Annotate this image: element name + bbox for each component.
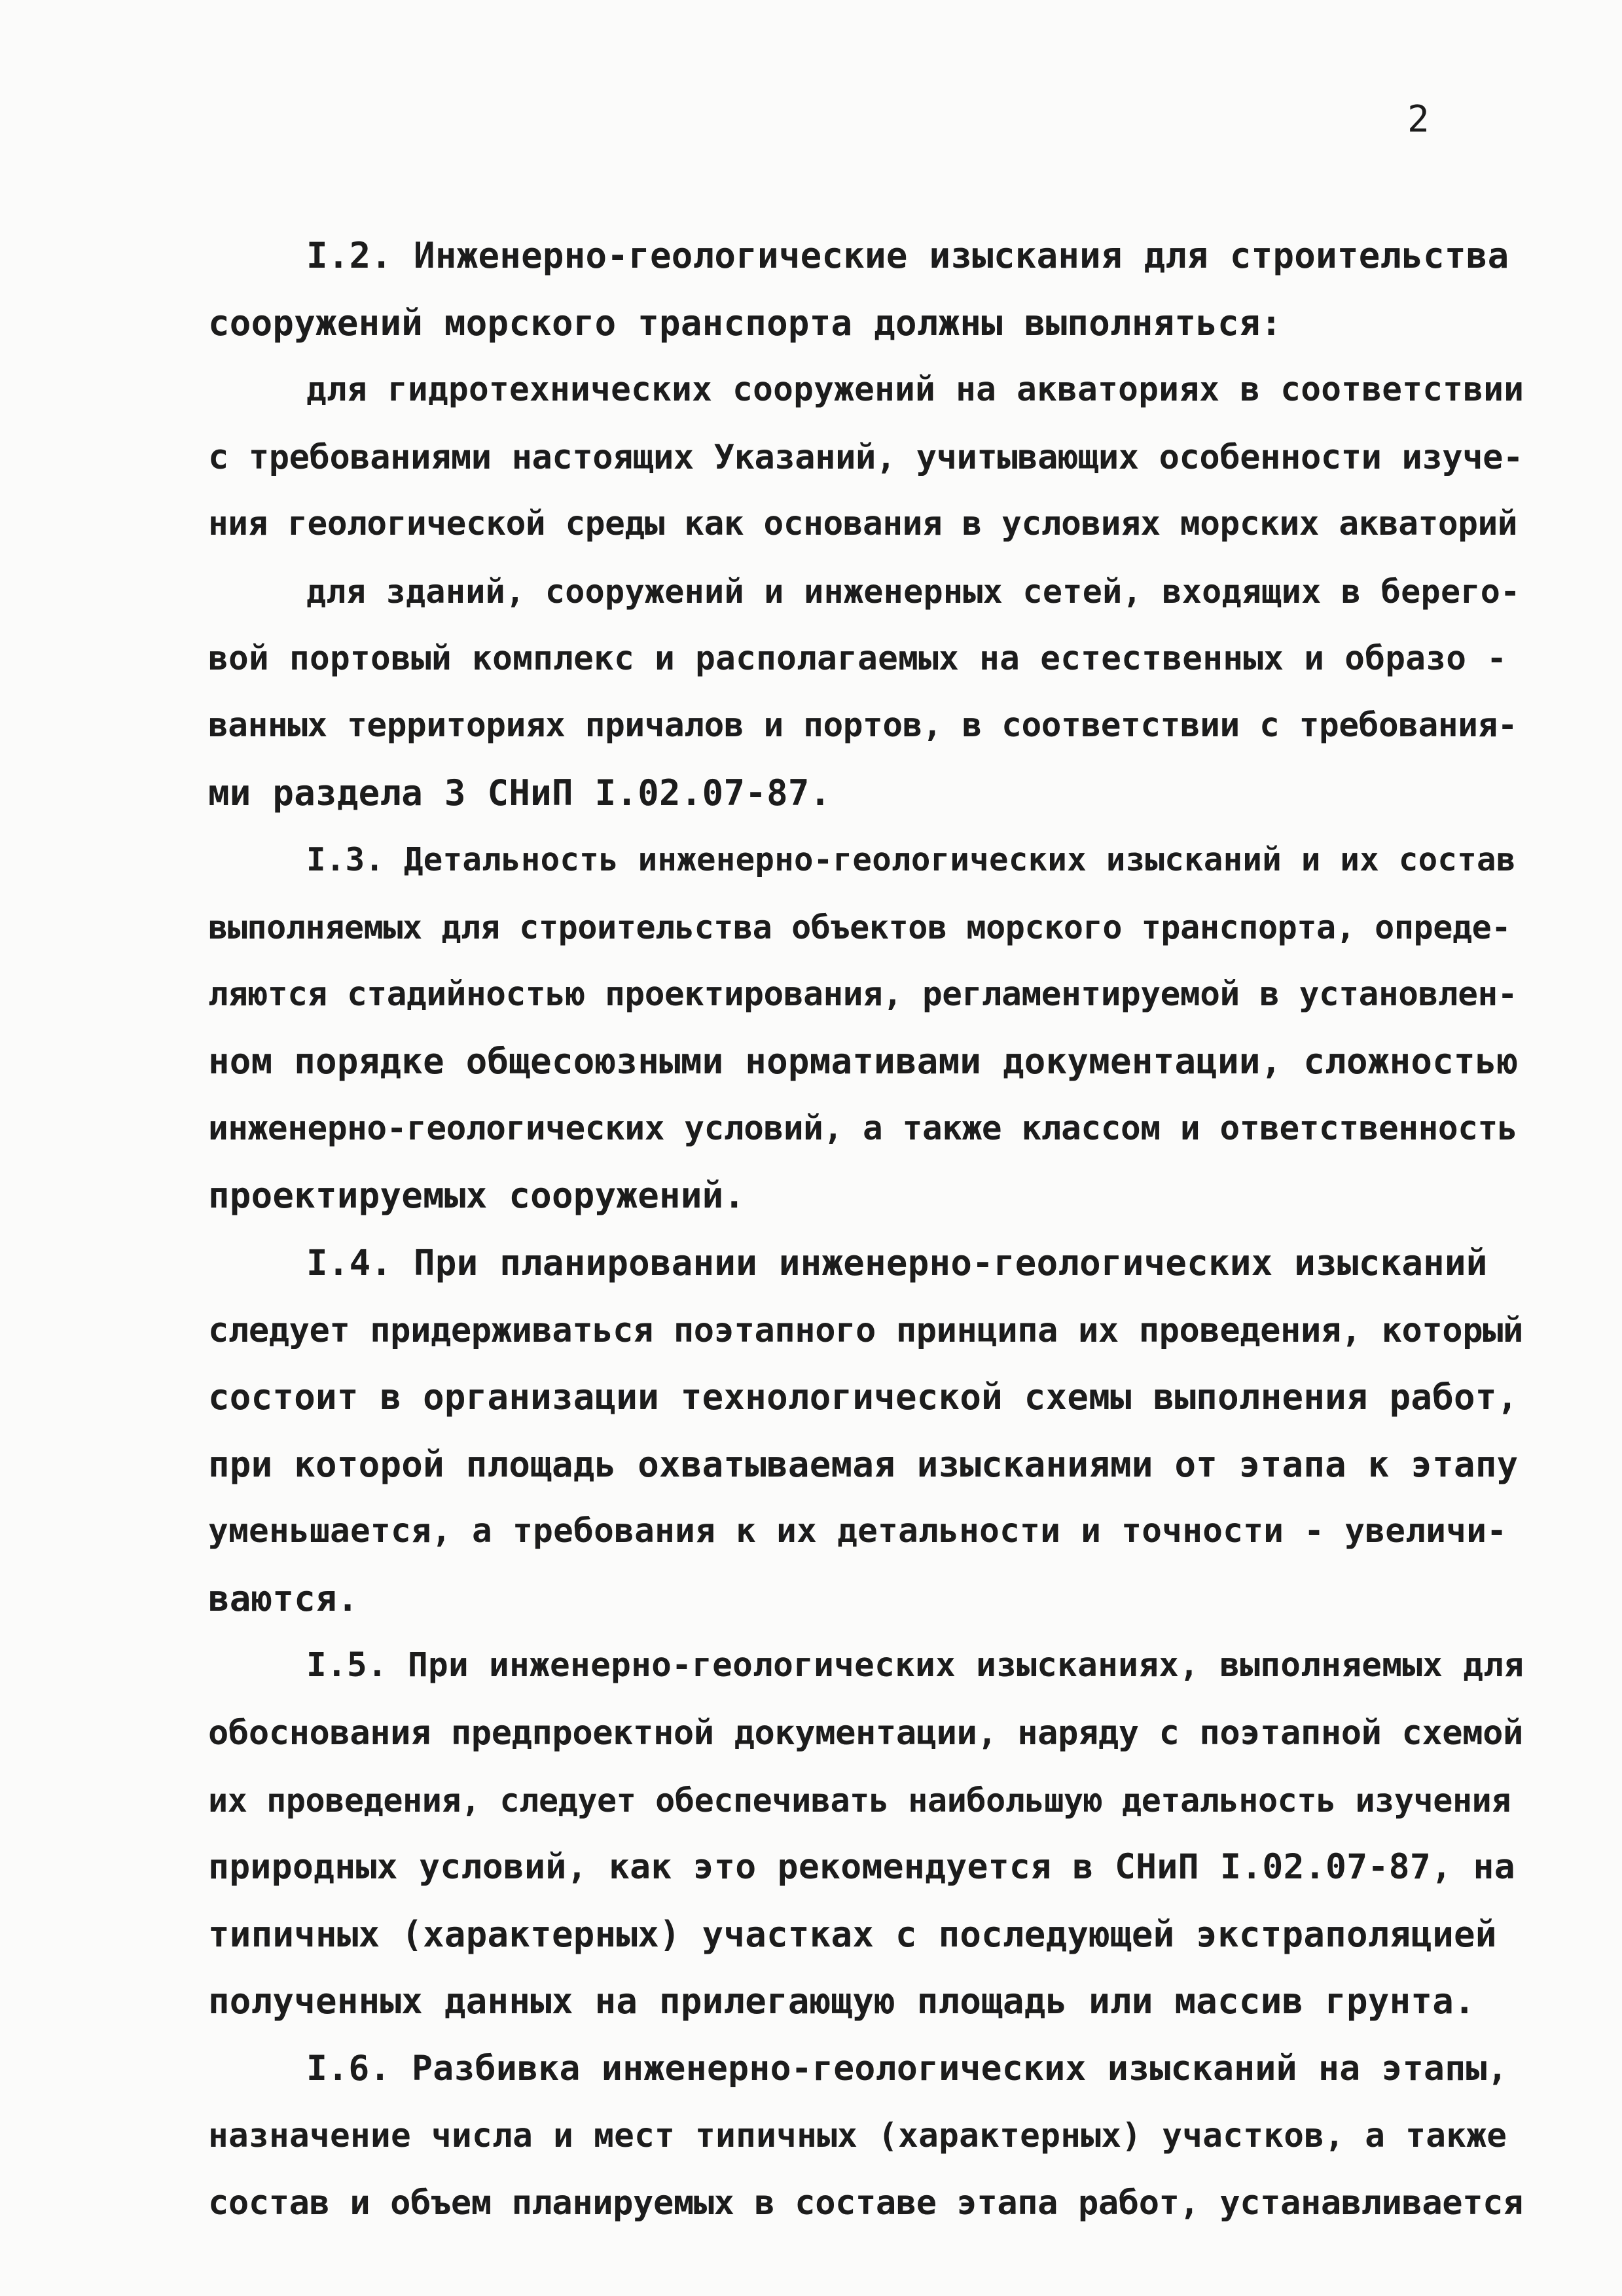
text-line: сооружений морского транспорта должны выполняться:: [208, 302, 1282, 344]
text-line: I.3. Детальность инженерно-геологических изысканий и их состав: [306, 841, 1516, 879]
page-number: 2: [1407, 98, 1430, 141]
body-text: [208, 223, 1524, 2237]
text-line: уменьшается, а требования к их детальности и точности - увеличи-: [208, 1512, 1507, 1551]
text-line: ми раздела 3 СНиП I.02.07-87.: [208, 772, 831, 814]
text-line: I.4. При планировании инженерно-геологических изысканий: [306, 1242, 1488, 1283]
text-line: ванных территориях причалов и портов, в соответствии с требования-: [208, 706, 1518, 745]
text-line: инженерно-геологических условий, а также классом и ответственность: [208, 1109, 1518, 1148]
text-line: их проведения, следует обеспечивать наибольшую детальность изучения: [208, 1781, 1511, 1820]
text-line: вой портовый комплекс и располагаемых на естественных и образо -: [208, 639, 1507, 678]
text-line: I.6. Разбивка инженерно-геологических изысканий на этапы,: [306, 2049, 1508, 2089]
text-line: ния геологической среды как основания в условиях морских акваторий: [208, 505, 1518, 544]
text-line: ляются стадийностью проектирования, регламентируемой в установлен-: [208, 975, 1518, 1014]
text-line: при которой площадь охватываемая изысканиями от этапа к этапу: [208, 1443, 1519, 1485]
text-line: типичных (характерных) участках с последующей экстраполяцией: [208, 1913, 1497, 1955]
text-line: ном порядке общесоюзными нормативами документации, сложностью: [208, 1041, 1519, 1083]
text-line: состоит в организации технологической схемы выполнения работ,: [208, 1376, 1519, 1418]
text-line: I.5. При инженерно-геологических изысканиях, выполняемых для: [306, 1646, 1524, 1685]
text-line: выполняемых для строительства объектов морского транспорта, опреде-: [208, 908, 1511, 946]
text-line: ваются.: [208, 1577, 359, 1619]
text-line: I.2. Инженерно-геологические изыскания для строительства: [306, 235, 1509, 276]
text-line: обоснования предпроектной документации, наряду с поэтапной схемой: [208, 1713, 1523, 1753]
text-line: для зданий, сооружений и инженерных сетей, входящих в берего-: [306, 572, 1521, 611]
text-line: следует придерживаться поэтапного принципа их проведения, который: [208, 1310, 1523, 1350]
text-line: природных условий, как это рекомендуется в СНиП I.02.07-87, на: [208, 1847, 1515, 1888]
text-line: проектируемых сооружений.: [208, 1175, 746, 1217]
text-line: назначение числа и мест типичных (характерных) участков, а также: [208, 2116, 1507, 2155]
text-line: полученных данных на прилегающую площадь или массив грунта.: [208, 1981, 1475, 2022]
text-line: для гидротехнических сооружений на акваториях в соответствии: [306, 370, 1524, 410]
text-line: состав и объем планируемых в составе этапа работ, устанавливается: [208, 2183, 1523, 2223]
text-line: с требованиями настоящих Указаний, учитывающих особенности изуче-: [208, 437, 1523, 477]
